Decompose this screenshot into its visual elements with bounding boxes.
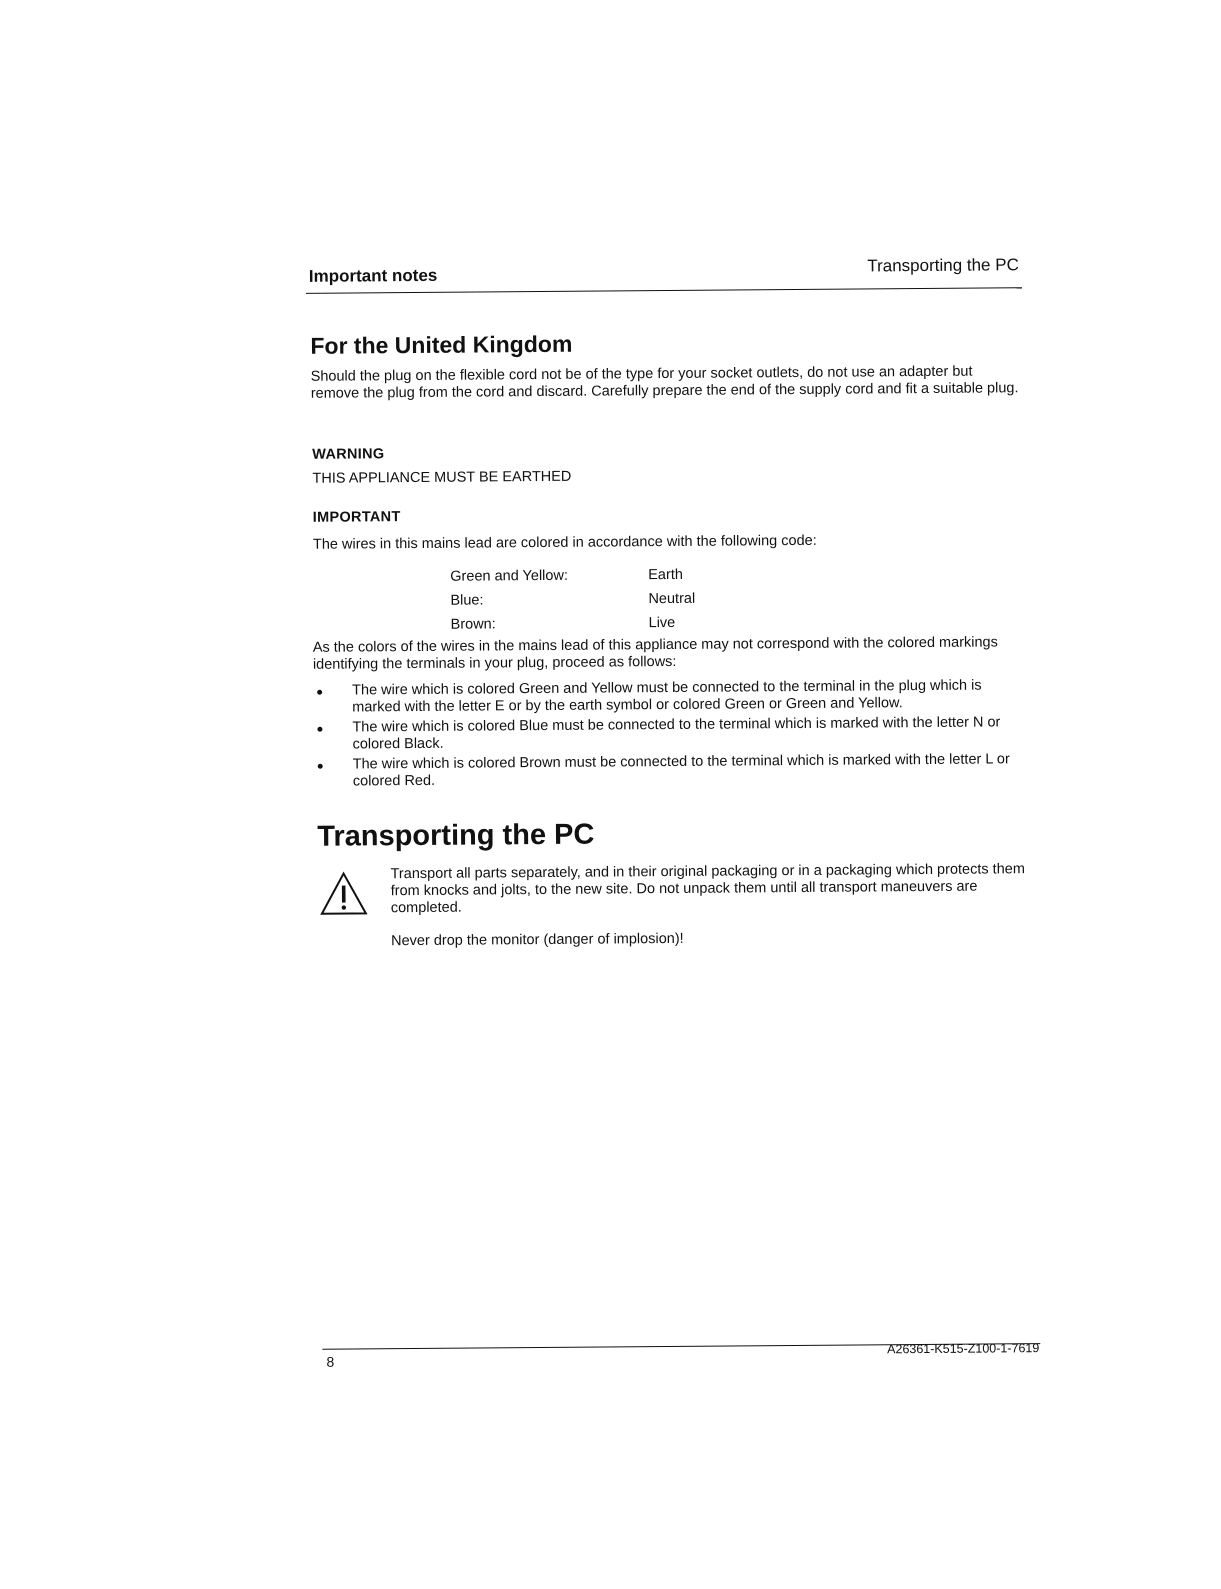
wire-code-row <box>451 611 696 637</box>
wire-code-table <box>450 563 695 637</box>
list-item-text: The wire which is colored Brown must be connected to the terminal which is marked with the letter L or colored Red. <box>352 751 1010 790</box>
page-number: 8 <box>326 1353 335 1370</box>
document-code: A26361-K515-Z100-1-7619 <box>887 1341 1040 1357</box>
wire-meaning: Earth <box>648 566 683 584</box>
wire-color: Brown: <box>450 616 496 633</box>
bullet-icon <box>318 764 323 769</box>
important-text: The wires in this mains lead are colored in accordance with the following code: <box>312 532 817 553</box>
list-item-text: The wire which is colored Green and Yellow must be connected to the terminal in the plug which is marked with the letter E or by the earth symbol or colored Green or Green and Yellow. <box>352 677 982 716</box>
bullet-icon <box>317 727 322 732</box>
bullet-icon <box>317 690 322 695</box>
wire-code-row <box>450 563 695 589</box>
wire-code-row <box>450 587 695 613</box>
wire-meaning: Neutral <box>648 590 696 608</box>
wire-meaning: Live <box>648 614 676 632</box>
transport-instructions: Transport all parts separately, and in their original packaging or in a packaging which protects them from knocks and jolts, to the new site. Do not unpack them until all transport maneuvers are completed. <box>390 861 1025 917</box>
important-label: IMPORTANT <box>312 509 401 526</box>
warning-triangle-icon <box>319 870 369 916</box>
transport-heading: Transporting the PC <box>317 818 595 853</box>
uk-intro-paragraph: Should the plug on the flexible cord not be of the type for your socket outlets, do not use an adapter but remove the plug from the cord and discard. Carefully prepare the end of the supply cord and fit a suitable plug. <box>310 363 1019 402</box>
warning-label: WARNING <box>312 446 385 463</box>
transport-monitor-warning: Never drop the monitor (danger of implosion)! <box>391 930 684 950</box>
running-header-section: Important notes <box>308 265 438 286</box>
wire-color: Green and Yellow: <box>450 567 569 585</box>
warning-text: THIS APPLIANCE MUST BE EARTHED <box>312 468 572 487</box>
wire-color: Blue: <box>450 592 484 609</box>
list-item <box>314 714 1028 754</box>
running-header-topic: Transporting the PC <box>867 255 1019 276</box>
list-item <box>314 677 1028 717</box>
colors-note-paragraph: As the colors of the wires in the mains lead of this appliance may not correspond with the colored markings identifying the terminals in your plug, proceed as follows: <box>312 634 998 673</box>
list-item <box>315 751 1029 791</box>
header-rule <box>306 287 1022 294</box>
wiring-instructions-list <box>314 677 1029 794</box>
uk-heading: For the United Kingdom <box>310 330 573 359</box>
list-item-text: The wire which is colored Blue must be connected to the terminal which is marked with the letter N or colored Black. <box>352 714 1001 753</box>
